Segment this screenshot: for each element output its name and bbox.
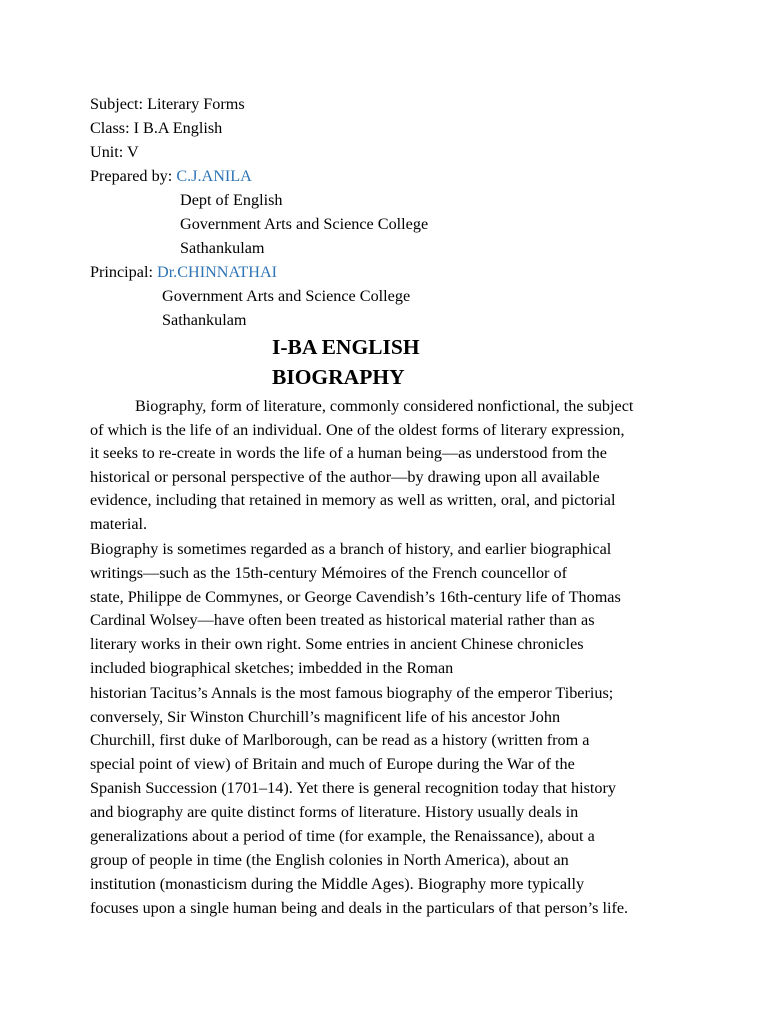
body-line-2: of which is the life of an individual. One of the oldest forms of literary expression, bbox=[90, 421, 625, 439]
body-line-16: special point of view) of Britain and much of Europe during the War of the bbox=[90, 755, 575, 773]
body-line-17: Spanish Succession (1701–14). Yet there is general recognition today that history bbox=[90, 779, 617, 797]
unit-line: Unit: V bbox=[90, 143, 139, 161]
principal-college: Government Arts and Science College bbox=[162, 287, 411, 305]
body-line-21: institution (monasticism during the Middle Ages). Biography more typically bbox=[90, 875, 585, 893]
title-line-2: BIOGRAPHY bbox=[272, 365, 405, 389]
body-line-22: focuses upon a single human being and deals in the particulars of that person’s life. bbox=[90, 899, 629, 917]
body-line-7: Biography is sometimes regarded as a branch of history, and earlier biographical bbox=[90, 540, 612, 558]
principal-name: Dr.CHINNATHAI bbox=[157, 263, 278, 281]
principal-label: Principal: bbox=[90, 263, 157, 281]
prepared-by-college: Government Arts and Science College bbox=[180, 215, 429, 233]
title-line-1: I-BA ENGLISH bbox=[272, 335, 420, 359]
body-line-19: generalizations about a period of time (for example, the Renaissance), about a bbox=[90, 827, 595, 845]
body-line-11: literary works in their own right. Some entries in ancient Chinese chronicles bbox=[90, 635, 584, 653]
principal-place: Sathankulam bbox=[162, 311, 247, 329]
body-line-8: writings—such as the 15th-century Mémoires of the French councellor of bbox=[90, 564, 567, 582]
class-line: Class: I B.A English bbox=[90, 119, 223, 137]
body-line-13: historian Tacitus’s Annals is the most famous biography of the emperor Tiberius; bbox=[90, 684, 614, 702]
subject-line: Subject: Literary Forms bbox=[90, 95, 245, 113]
body-line-5: evidence, including that retained in memory as well as written, oral, and pictorial bbox=[90, 491, 616, 509]
prepared-by-dept: Dept of English bbox=[180, 191, 283, 209]
prepared-by-line bbox=[90, 164, 252, 188]
body-line-10: Cardinal Wolsey—have often been treated as historical material rather than as bbox=[90, 611, 595, 629]
body-line-20: group of people in time (the English colonies in North America), about an bbox=[90, 851, 569, 869]
body-line-12: included biographical sketches; imbedded in the Roman bbox=[90, 659, 454, 677]
prepared-by-name: C.J.ANILA bbox=[176, 167, 252, 185]
body-line-18: and biography are quite distinct forms of literature. History usually deals in bbox=[90, 803, 579, 821]
principal-line bbox=[90, 260, 277, 284]
body-line-6: material. bbox=[90, 515, 148, 533]
body-line-15: Churchill, first duke of Marlborough, can be read as a history (written from a bbox=[90, 731, 590, 749]
body-line-14: conversely, Sir Winston Churchill’s magnificent life of his ancestor John bbox=[90, 708, 561, 726]
prepared-by-place: Sathankulam bbox=[180, 239, 265, 257]
body-line-4: historical or personal perspective of the author—by drawing upon all available bbox=[90, 468, 600, 486]
body-line-9: state, Philippe de Commynes, or George Cavendish’s 16th-century life of Thomas bbox=[90, 588, 621, 606]
body-line-3: it seeks to re-create in words the life of a human being—as understood from the bbox=[90, 444, 607, 462]
body-line-1: Biography, form of literature, commonly considered nonfictional, the subject bbox=[135, 397, 634, 415]
prepared-by-label: Prepared by: bbox=[90, 167, 177, 185]
